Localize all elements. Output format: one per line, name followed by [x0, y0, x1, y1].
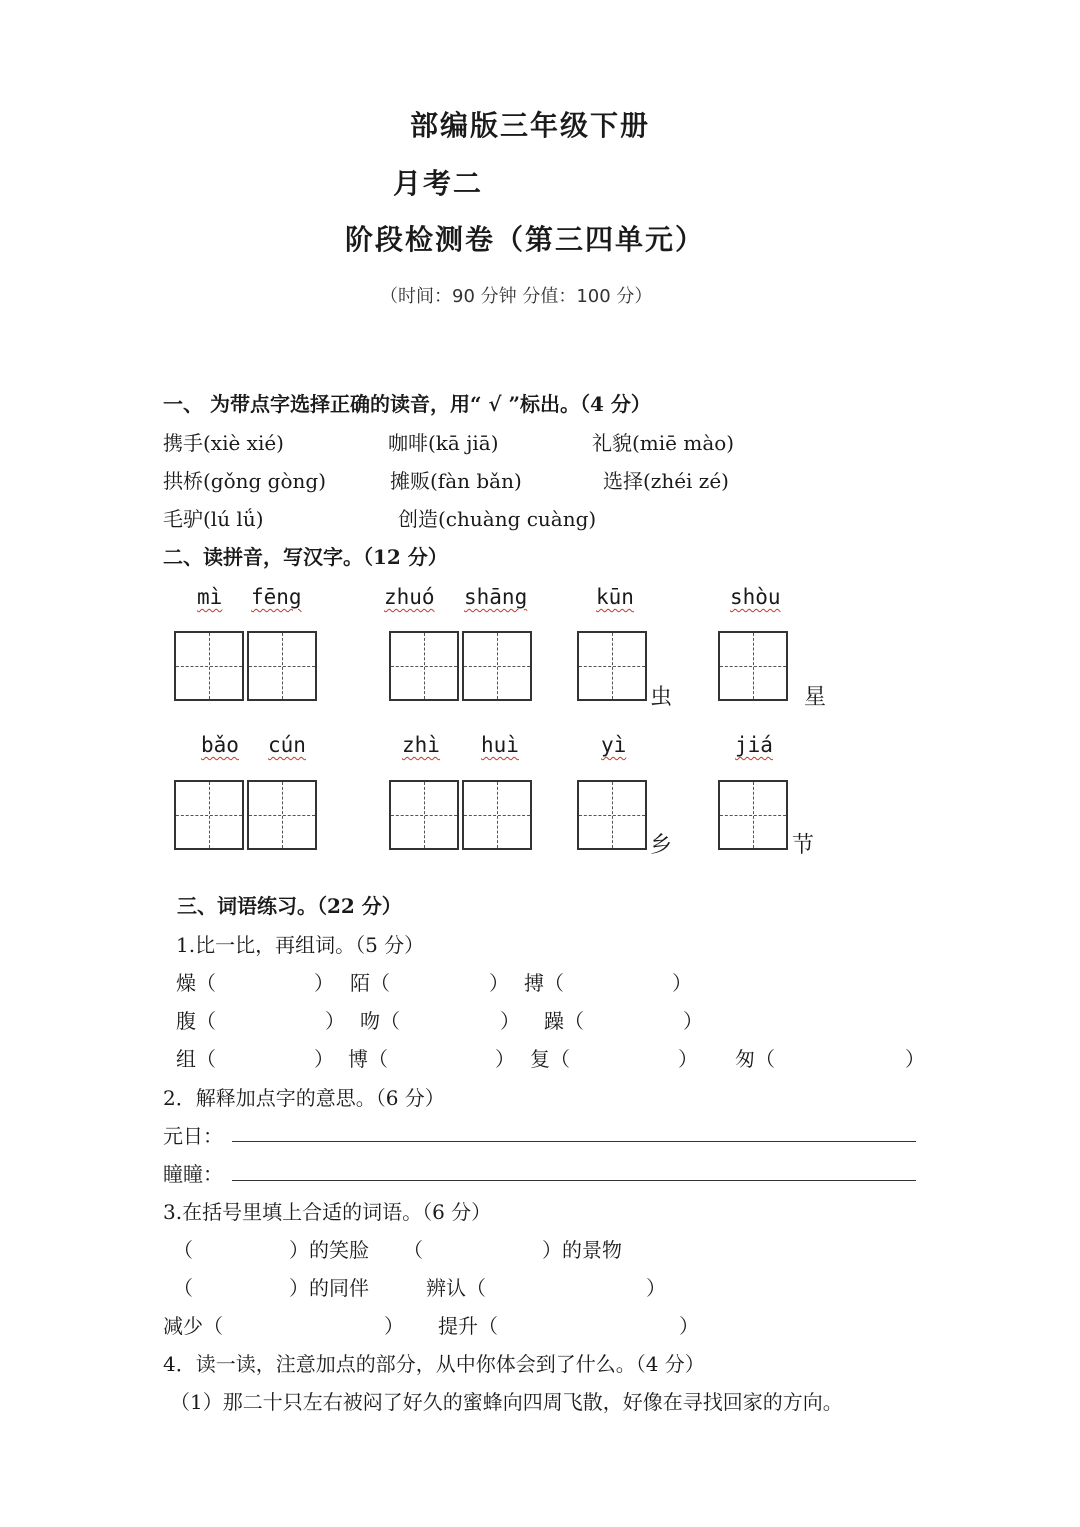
pinyin-label: kūn: [596, 585, 634, 609]
answer-line[interactable]: [232, 1180, 916, 1181]
q3-part3-title: 3.在括号里填上合适的词语。（6 分）: [163, 1200, 492, 1224]
q1-item: 携手(xiè xié): [163, 431, 284, 455]
compare-item: 搏（: [524, 971, 564, 995]
compare-item: 博（: [348, 1047, 388, 1071]
writing-box[interactable]: [247, 780, 317, 850]
pinyin-label: yì: [601, 733, 627, 757]
pinyin-label: fēng: [251, 585, 302, 609]
q1-item: 选择(zhéi zé): [603, 469, 729, 493]
char-suffix: 星: [804, 685, 827, 710]
pinyin-label: jiá: [735, 733, 773, 757]
pinyin-label: mì: [197, 585, 223, 609]
compare-blank-close: ）: [905, 1047, 925, 1071]
writing-box[interactable]: [389, 780, 459, 850]
writing-box[interactable]: [577, 631, 647, 701]
compare-blank-close: ）: [678, 1047, 698, 1071]
document-subtitle: 月考二: [393, 167, 484, 200]
q1-item: 拱桥(gǒng gòng): [163, 469, 327, 493]
writing-box[interactable]: [462, 780, 532, 850]
fill-item: ）: [384, 1314, 404, 1338]
fill-item: （: [173, 1238, 193, 1262]
fill-item: ）的景物: [542, 1238, 622, 1262]
writing-box[interactable]: [247, 631, 317, 701]
compare-blank-close: ）: [672, 971, 692, 995]
compare-item: 复（: [530, 1047, 570, 1071]
writing-box[interactable]: [718, 631, 788, 701]
writing-box[interactable]: [174, 631, 244, 701]
compare-blank-close: ）: [314, 1047, 334, 1071]
q1-item: 礼貌(miē mào): [592, 431, 735, 455]
writing-box[interactable]: [174, 780, 244, 850]
fill-item: ）: [646, 1276, 666, 1300]
writing-box[interactable]: [389, 631, 459, 701]
char-suffix: 虫: [650, 685, 673, 710]
compare-blank-close: ）: [489, 971, 509, 995]
exam-meta: （时间：90 分钟 分值：100 分）: [380, 286, 653, 307]
pinyin-label: zhuó: [384, 585, 435, 609]
pinyin-label: cún: [268, 733, 306, 757]
q3-part1-title: 1.比一比，再组词。（5 分）: [176, 933, 425, 957]
q1-item: 摊贩(fàn bǎn): [390, 469, 522, 493]
explain-label: 瞳瞳：: [163, 1162, 223, 1186]
explain-label: 元日：: [163, 1124, 223, 1148]
writing-box[interactable]: [718, 780, 788, 850]
writing-box[interactable]: [462, 631, 532, 701]
fill-item: 辨认（: [426, 1276, 486, 1300]
compare-item: 燥（: [176, 971, 216, 995]
document-title-2: 阶段检测卷（第三四单元）: [345, 223, 706, 256]
q3-part2-title: 2．解释加点字的意思。（6 分）: [163, 1086, 445, 1110]
reading-sentence: （1）那二十只左右被闷了好久的蜜蜂向四周飞散，好像在寻找回家的方向。: [170, 1390, 843, 1414]
fill-item: （: [173, 1276, 193, 1300]
compare-blank-close: ）: [325, 1009, 345, 1033]
fill-item: 减少（: [163, 1314, 223, 1338]
q1-heading: 一、 为带点字选择正确的读音，用“ √ ”标出。（4 分）: [163, 392, 651, 416]
pinyin-label: zhì: [402, 733, 440, 757]
fill-item: （: [403, 1238, 423, 1262]
q1-item: 咖啡(kā jiā): [388, 431, 499, 455]
answer-line[interactable]: [232, 1141, 916, 1142]
writing-box[interactable]: [577, 780, 647, 850]
q1-item: 毛驴(lú lǘ): [163, 507, 264, 531]
char-suffix: 乡: [650, 833, 673, 858]
q2-heading: 二、读拼音，写汉字。（12 分）: [163, 545, 448, 569]
fill-item: 提升（: [438, 1314, 498, 1338]
compare-item: 躁（: [544, 1009, 584, 1033]
compare-item: 组（: [176, 1047, 216, 1071]
q3-part4-title: 4．读一读，注意加点的部分，从中你体会到了什么。（4 分）: [163, 1352, 705, 1376]
pinyin-label: bǎo: [201, 733, 239, 757]
pinyin-label: shāng: [464, 585, 528, 609]
compare-blank-close: ）: [314, 971, 334, 995]
compare-item: 吻（: [360, 1009, 400, 1033]
compare-item: 陌（: [350, 971, 390, 995]
document-title: 部编版三年级下册: [410, 109, 651, 142]
pinyin-label: huì: [481, 733, 519, 757]
fill-item: ）: [679, 1314, 699, 1338]
compare-blank-close: ）: [500, 1009, 520, 1033]
compare-item: 匆（: [735, 1047, 775, 1071]
pinyin-label: shòu: [730, 585, 781, 609]
compare-item: 腹（: [176, 1009, 216, 1033]
fill-item: ）的同伴: [289, 1276, 369, 1300]
char-suffix: 节: [792, 833, 815, 858]
q1-item: 创造(chuàng cuàng): [398, 507, 597, 531]
q3-heading: 三、词语练习。（22 分）: [177, 894, 402, 918]
compare-blank-close: ）: [683, 1009, 703, 1033]
compare-blank-close: ）: [495, 1047, 515, 1071]
fill-item: ）的笑脸: [289, 1238, 369, 1262]
